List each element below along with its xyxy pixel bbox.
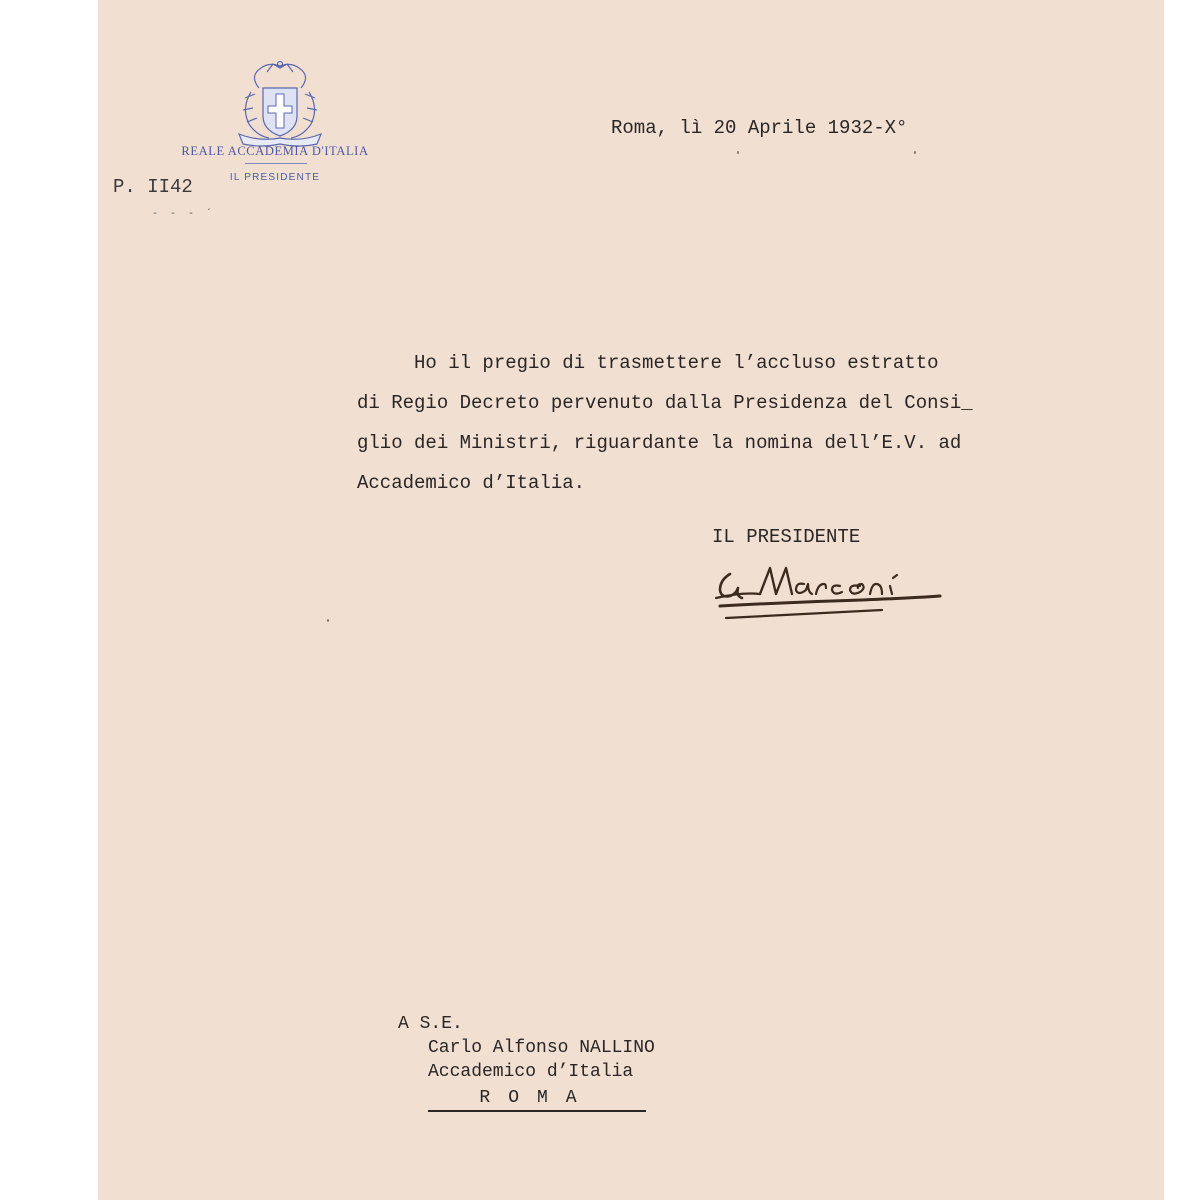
recipient-title: Accademico d’Italia xyxy=(428,1062,634,1082)
letterhead-divider xyxy=(245,163,307,164)
recipient-city: ROMA xyxy=(428,1086,646,1112)
handwritten-signature xyxy=(712,558,952,628)
letterhead-institution: REALE ACCADEMIA D'ITALIA xyxy=(181,144,369,158)
ink-speck xyxy=(737,151,739,154)
letter-body xyxy=(357,343,1057,503)
body-line: di Regio Decreto pervenuto dalla Presidenza del Consi_ xyxy=(357,392,973,414)
date-line: Roma, lì 20 Aprile 1932-X° xyxy=(611,117,908,139)
body-line: Ho il pregio di trasmettere l’accluso estratto xyxy=(357,352,939,374)
royal-crest-icon xyxy=(229,58,331,150)
letterhead-role: IL PRESIDENTE xyxy=(229,172,321,183)
body-line: Accademico d’Italia. xyxy=(357,472,586,494)
recipient-address xyxy=(398,1012,655,1084)
ink-speck xyxy=(327,619,329,622)
closing-title: IL PRESIDENTE xyxy=(712,526,861,548)
recipient-salutation: A S.E. xyxy=(398,1014,463,1034)
ink-speck xyxy=(914,151,916,154)
protocol-number: P. II42 xyxy=(113,176,193,198)
protocol-underline-marks: - - - ˊ xyxy=(152,209,216,220)
body-line: glio dei Ministri, riguardante la nomina dell’E.V. ad xyxy=(357,432,962,454)
recipient-name: Carlo Alfonso NALLINO xyxy=(428,1038,655,1058)
